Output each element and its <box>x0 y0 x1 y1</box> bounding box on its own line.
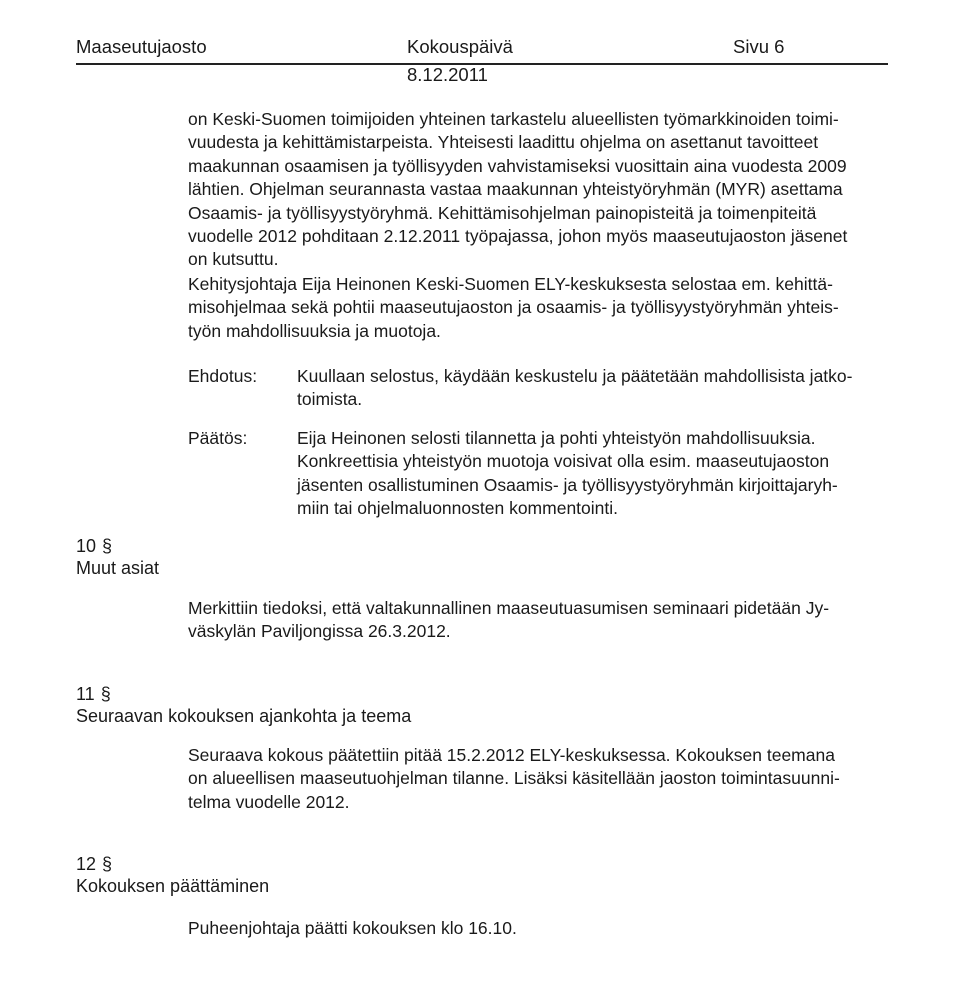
section-title: Seuraavan kokouksen ajankohta ja teema <box>76 706 412 726</box>
section-number: 12 <box>76 854 97 874</box>
section-12-heading <box>76 853 269 897</box>
text-line: jäsenten osallistuminen Osaamis- ja työllisyystyöryhmän kirjoittajaryh- <box>297 474 838 495</box>
section-title: Muut asiat <box>76 558 160 578</box>
proposal-label: Ehdotus: <box>188 366 258 386</box>
text-line: Kehitysjohtaja Eija Heinonen Keski-Suomen ELY-keskuksesta selostaa em. kehittä- <box>188 274 833 294</box>
text-line: toimista. <box>297 389 363 410</box>
section-12-text <box>188 917 517 940</box>
text-line: vuodelle 2012 pohditaan 2.12.2011 työpajassa, johon myös maaseutujaoston jäsenet <box>188 226 848 247</box>
section-symbol: § <box>102 854 113 874</box>
text-line: on kutsuttu. <box>188 249 279 270</box>
text-line: lähtien. Ohjelman seurannasta vastaa maakunnan yhteistyöryhmän (MYR) asettama <box>188 179 843 200</box>
presentation-paragraph <box>188 273 839 343</box>
section-10-heading <box>76 535 159 579</box>
text-line: Puheenjohtaja päätti kokouksen klo 16.10. <box>188 918 517 938</box>
text-line: on Keski-Suomen toimijoiden yhteinen tarkastelu alueellisten työmarkkinoiden toimi- <box>188 109 839 129</box>
header-page-number: Sivu 6 <box>733 36 785 57</box>
section-number: 11 <box>76 684 95 704</box>
text-line: miin tai ohjelmaluonnosten kommentointi. <box>297 498 618 519</box>
decision-label: Päätös: <box>188 428 248 448</box>
proposal-text <box>297 365 852 412</box>
decision-text <box>297 427 838 521</box>
section-symbol: § <box>102 536 113 556</box>
section-number: 10 <box>76 536 97 556</box>
section-10-text <box>188 597 829 644</box>
text-line: telma vuodelle 2012. <box>188 791 350 812</box>
text-line: maakunnan osaamisen ja työllisyyden vahvistamiseksi vuosittain aina vuodesta 2009 <box>188 155 847 176</box>
text-line: Konkreettisia yhteistyön muotoja voisivat olla esim. maaseutujaoston <box>297 451 830 472</box>
continued-paragraph <box>188 108 847 272</box>
header-committee: Maaseutujaosto <box>76 36 207 57</box>
header-date: 8.12.2011 <box>407 64 488 85</box>
text-line: on alueellisen maaseutuohjelman tilanne. Lisäksi käsitellään jaoston toimintasuunni- <box>188 768 840 789</box>
header-meeting-date-label: Kokouspäivä <box>407 36 513 57</box>
text-line: Seuraava kokous päätettiin pitää 15.2.2012 ELY-keskuksessa. Kokouksen teemana <box>188 745 835 765</box>
section-symbol: § <box>100 684 111 704</box>
text-line: misohjelmaa sekä pohtii maaseutujaoston ja osaamis- ja työllisyystyöryhmän yhteis- <box>188 297 839 318</box>
text-line: Osaamis- ja työllisyystyöryhmä. Kehittämisohjelman painopisteitä ja toimenpiteitä <box>188 202 817 223</box>
text-line: Eija Heinonen selosti tilannetta ja pohti yhteistyön mahdollisuuksia. <box>297 428 816 448</box>
section-title: Kokouksen päättäminen <box>76 876 270 896</box>
text-line: vuudesta ja kehittämistarpeista. Yhteisesti laadittu ohjelma on asettanut tavoitteet <box>188 132 819 153</box>
section-11-text <box>188 744 840 814</box>
text-line: Kuullaan selostus, käydään keskustelu ja päätetään mahdollisista jatko- <box>297 366 853 386</box>
text-line: työn mahdollisuuksia ja muotoja. <box>188 320 441 341</box>
section-11-heading <box>76 683 411 727</box>
text-line: Merkittiin tiedoksi, että valtakunnallinen maaseutuasumisen seminaari pidetään Jy- <box>188 598 830 618</box>
text-line: väskylän Paviljongissa 26.3.2012. <box>188 621 451 642</box>
